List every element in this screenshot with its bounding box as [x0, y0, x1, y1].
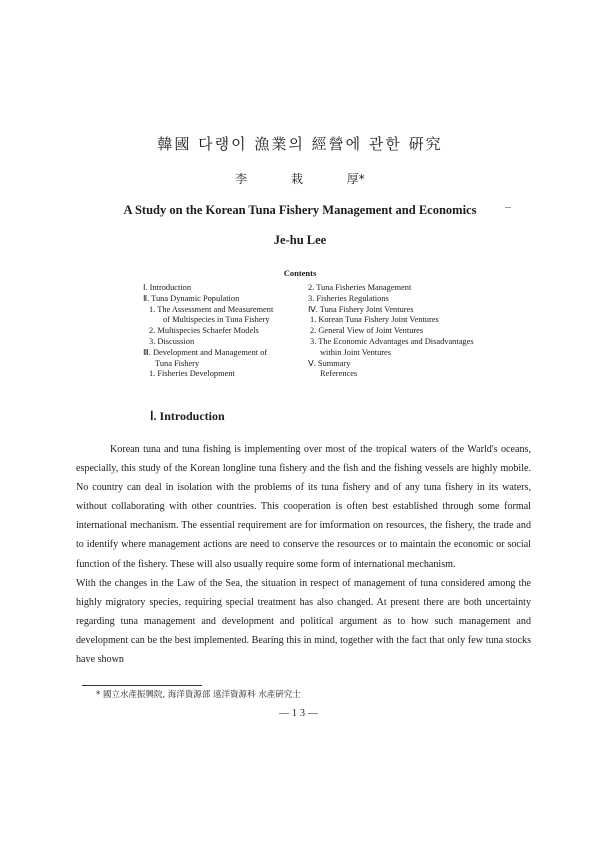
toc-item: 2. Multispecies Schaefer Models — [149, 326, 259, 336]
toc-item: 1. Korean Tuna Fishery Joint Ventures — [310, 315, 439, 325]
paragraph: Korean tuna and tuna fishing is implementing over most of the tropical waters of the Warld's oceans, especially, this study of the Korean longline tuna fishery and the fish and the fishing vessels are highly mobile. No country can deal in isolation with the problems of its tuna fishery and of any tuna fishery in its waters, without collaborating with other countries. This cooperation is often best established through some formal international mechanism. The essential requirement are for imformation on resources, the fishery, the trade and to identify where management actions are need to conserve the resources or to maintain the economic or social function of the fishery. These will also usually require some form of international mechanism. — [76, 444, 531, 570]
toc-left-column — [143, 283, 313, 380]
toc-item: 2. Tuna Fisheries Management — [308, 283, 412, 292]
toc-right-column — [308, 283, 508, 380]
toc-item: Ⅳ. Tuna Fishery Joint Ventures — [308, 304, 414, 314]
toc-item: Tuna Fishery — [155, 358, 200, 368]
toc-item: 2. General View of Joint Ventures — [310, 326, 424, 336]
toc-item: within Joint Ventures — [320, 347, 392, 357]
footnote-divider — [82, 685, 202, 686]
toc-item: References — [320, 369, 358, 379]
decorative-dash — [505, 207, 511, 208]
toc-item: 3. Fisheries Regulations — [308, 293, 389, 303]
toc-item: Ⅴ. Summary — [308, 358, 351, 368]
toc-item: 3. Discussion — [149, 336, 195, 346]
footnote: * 國立水產振興院, 海洋資源部 遠洋資源科 水產硏究士 — [96, 690, 301, 700]
body-text — [76, 440, 531, 669]
toc-item: Ⅲ. Development and Management of — [143, 347, 268, 357]
section-heading: Ⅰ. Introduction — [150, 409, 225, 423]
toc-item: of Multispecies in Tuna Fishery — [163, 315, 270, 325]
korean-author: 李 栽 厚* — [235, 172, 365, 186]
paragraph: With the changes in the Law of the Sea, the situation in respect of management of tuna considered among the highly migratory species, requiring special treatment has also changed. At present there are both uncertainty regarding tuna management and development and political argument as to how such management and development can be the best implemented. Bearing this in mind, together with the fact that only few tuna stocks have shown — [76, 577, 531, 666]
toc-item: 3. The Economic Advantages and Disadvantages — [310, 336, 474, 346]
toc-item: 1. The Assessment and Measurement — [149, 304, 274, 314]
toc-item: Ⅱ. Tuna Dynamic Population — [143, 293, 240, 303]
english-author: Je-hu Lee — [273, 233, 327, 247]
contents-heading: Contents — [283, 268, 317, 278]
toc-item: 1. Fisheries Development — [149, 369, 235, 379]
english-title: A Study on the Korean Tuna Fishery Management and Economics — [123, 203, 477, 217]
page-number: —13— — [279, 708, 321, 719]
korean-title: 韓國 다랭이 漁業의 經營에 관한 硏究 — [157, 135, 443, 153]
toc-item: Ⅰ. Introduction — [143, 283, 192, 292]
